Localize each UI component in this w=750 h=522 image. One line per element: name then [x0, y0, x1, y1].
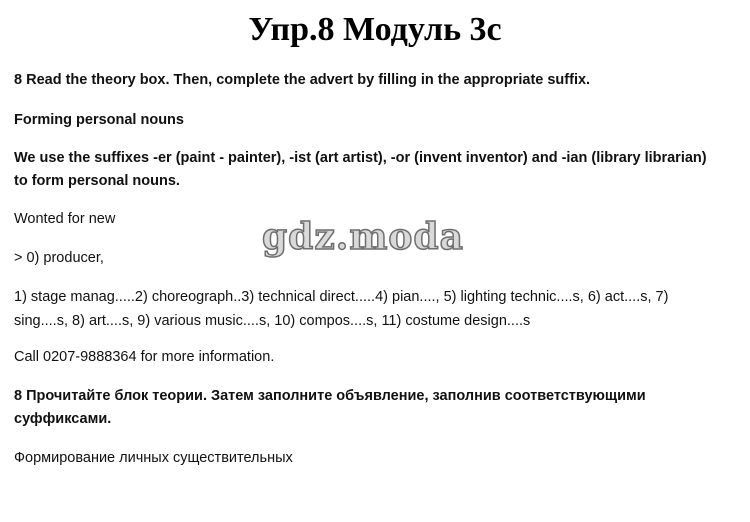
page-title: Упр.8 Модуль 3c [248, 11, 502, 48]
task-instruction-ru-line-1: 8 Прочитайте блок теории. Затем заполните объявление, заполнив соответствующими [14, 388, 646, 404]
task-instruction-en: 8 Read the theory box. Then, complete the advert by filling in the appropriate suffix. [14, 72, 591, 88]
task-instruction-ru-line-2: суффиксами. [14, 411, 112, 427]
theory-text-line-2: to form personal nouns. [14, 173, 180, 189]
watermark-logo: gdz.moda [262, 216, 464, 258]
theory-text-line-1: We use the suffixes -er (paint - painter), -ist (art artist), -or (invent inventor) and -ian (library librarian) [14, 150, 707, 166]
advert-contact: Call 0207-9888364 for more information. [14, 349, 275, 365]
theory-heading: Forming personal nouns [14, 112, 184, 128]
advert-items-line-1: 1) stage manag.....2) choreograph..3) technical direct.....4) pian...., 5) lighting technic....s, 6) act....s, 7) [14, 289, 669, 305]
theory-heading-ru: Формирование личных существительных [14, 450, 293, 466]
advert-title: Wonted for new [14, 211, 116, 227]
advert-items-line-2: sing....s, 8) art....s, 9) various music....s, 10) compos....s, 11) costume design....s [14, 313, 531, 329]
advert-example: > 0) producer, [14, 250, 104, 266]
